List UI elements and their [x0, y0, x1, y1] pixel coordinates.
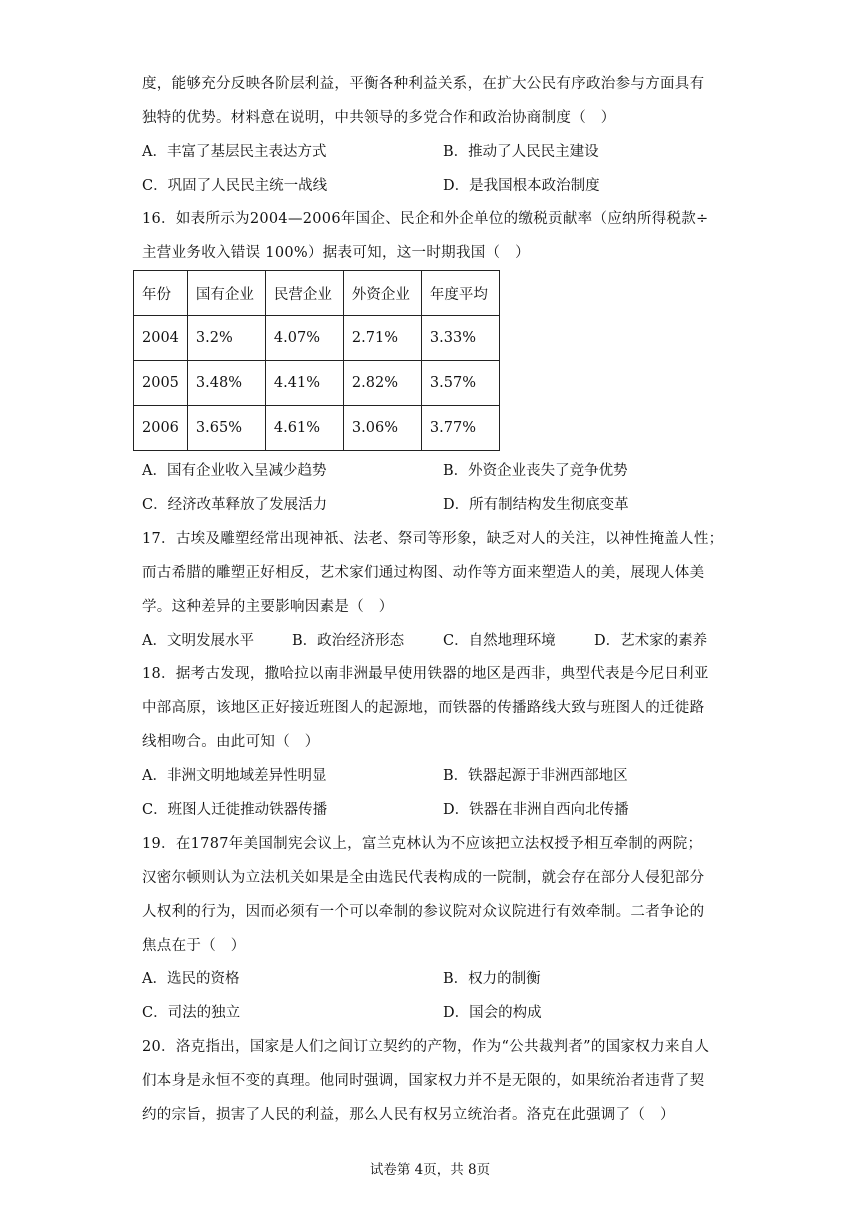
q17-stem-line: 学。这种差异的主要影响因素是（ ） — [142, 599, 394, 615]
table-cell: 3.33% — [421, 316, 499, 361]
q16-stem-line: 主营业务收入错误 100%）据表可知，这一时期我国（ ） — [142, 245, 530, 261]
table-cell: 4.41% — [265, 361, 343, 406]
table-row — [134, 406, 500, 451]
page-footer: 试卷第 4页，共 8页 — [369, 1162, 491, 1178]
q20-stem-line: 约的宗旨，损害了人民的利益，那么人民有权另立统治者。洛克在此强调了（ ） — [142, 1107, 675, 1123]
q20-stem-line: 20．洛克指出，国家是人们之间订立契约的产物，作为“公共裁判者”的国家权力来自人 — [142, 1039, 710, 1055]
q19-stem-line: 焦点在于（ ） — [142, 938, 246, 954]
q15-option-d: D．是我国根本政治制度 — [443, 178, 600, 194]
q17-stem-line: 17．古埃及雕塑经常出现神祇、法老、祭司等形象，缺乏对人的关注，以神性掩盖人性； — [142, 531, 724, 547]
q18-stem-line: 18．据考古发现，撒哈拉以南非洲最早使用铁器的地区是西非，典型代表是今尼日利亚 — [142, 666, 709, 682]
table-header-cell: 年度平均 — [421, 271, 499, 316]
table-cell: 2004 — [134, 316, 188, 361]
q15-option-a: A．丰富了基层民主表达方式 — [142, 144, 327, 160]
table-header-row — [134, 271, 500, 316]
q19-option-a: A．选民的资格 — [142, 971, 240, 987]
table-cell: 2005 — [134, 361, 188, 406]
q18-stem-line: 线相吻合。由此可知（ ） — [142, 734, 320, 750]
q19-option-d: D．国会的构成 — [443, 1005, 542, 1021]
q15-option-b: B．推动了人民民主建设 — [443, 144, 599, 160]
q17-option-b: B．政治经济形态 — [292, 633, 405, 649]
q16-option-d: D．所有制结构发生彻底变革 — [443, 497, 629, 513]
table-cell: 3.65% — [187, 406, 265, 451]
q17-option-d: D．艺术家的素养 — [594, 633, 708, 649]
q18-option-b: B．铁器起源于非洲西部地区 — [443, 768, 628, 784]
q16-stem-line: 16．如表所示为2004—2006年国企、民企和外企单位的缴税贡献率（应纳所得税款÷ — [142, 211, 709, 227]
table-cell: 4.07% — [265, 316, 343, 361]
table-row — [134, 316, 500, 361]
q15-option-c: C．巩固了人民民主统一战线 — [142, 178, 328, 194]
q18-stem-line: 中部高原，该地区正好接近班图人的起源地，而铁器的传播路线大致与班图人的迁徙路 — [142, 700, 705, 716]
table-header-cell: 外资企业 — [343, 271, 421, 316]
q17-option-c: C．自然地理环境 — [443, 633, 556, 649]
q19-stem-line: 19．在1787年美国制宪会议上，富兰克林认为不应该把立法权授予相互牵制的两院； — [142, 836, 703, 852]
table-cell: 4.61% — [265, 406, 343, 451]
q18-option-c: C．班图人迁徙推动铁器传播 — [142, 802, 328, 818]
table-cell: 2006 — [134, 406, 188, 451]
table-cell: 3.06% — [343, 406, 421, 451]
table-header-cell: 民营企业 — [265, 271, 343, 316]
table-cell: 2.71% — [343, 316, 421, 361]
table-cell: 3.2% — [187, 316, 265, 361]
q19-option-b: B．权力的制衡 — [443, 971, 541, 987]
table-cell: 3.57% — [421, 361, 499, 406]
table-cell: 2.82% — [343, 361, 421, 406]
q15-stem-line: 度，能够充分反映各阶层利益，平衡各种利益关系，在扩大公民有序政治参与方面具有 — [142, 76, 705, 92]
q19-stem-line: 人权利的行为，因而必须有一个可以牵制的参议院对众议院进行有效牵制。二者争论的 — [142, 904, 705, 920]
q20-stem-line: 们本身是永恒不变的真理。他同时强调，国家权力并不是无限的，如果统治者违背了契 — [142, 1073, 705, 1089]
table-header-cell: 年份 — [134, 271, 188, 316]
q18-option-d: D．铁器在非洲自西向北传播 — [443, 802, 629, 818]
q17-option-a: A．文明发展水平 — [142, 633, 254, 649]
table-header-cell: 国有企业 — [187, 271, 265, 316]
q18-option-a: A．非洲文明地域差异性明显 — [142, 768, 327, 784]
q16-option-c: C．经济改革释放了发展活力 — [142, 497, 328, 513]
table-cell: 3.77% — [421, 406, 499, 451]
q16-option-b: B．外资企业丧失了竞争优势 — [443, 463, 628, 479]
q17-stem-line: 而古希腊的雕塑正好相反，艺术家们通过构图、动作等方面来塑造人的美，展现人体美 — [142, 565, 705, 581]
table-row — [134, 361, 500, 406]
table-cell: 3.48% — [187, 361, 265, 406]
q19-stem-line: 汉密尔顿则认为立法机关如果是全由选民代表构成的一院制，就会存在部分人侵犯部分 — [142, 870, 705, 886]
q16-option-a: A．国有企业收入呈减少趋势 — [142, 463, 327, 479]
q15-stem-line: 独特的优势。材料意在说明，中共领导的多党合作和政治协商制度（ ） — [142, 110, 616, 126]
tax-contribution-table — [133, 270, 500, 451]
q19-option-c: C．司法的独立 — [142, 1005, 241, 1021]
